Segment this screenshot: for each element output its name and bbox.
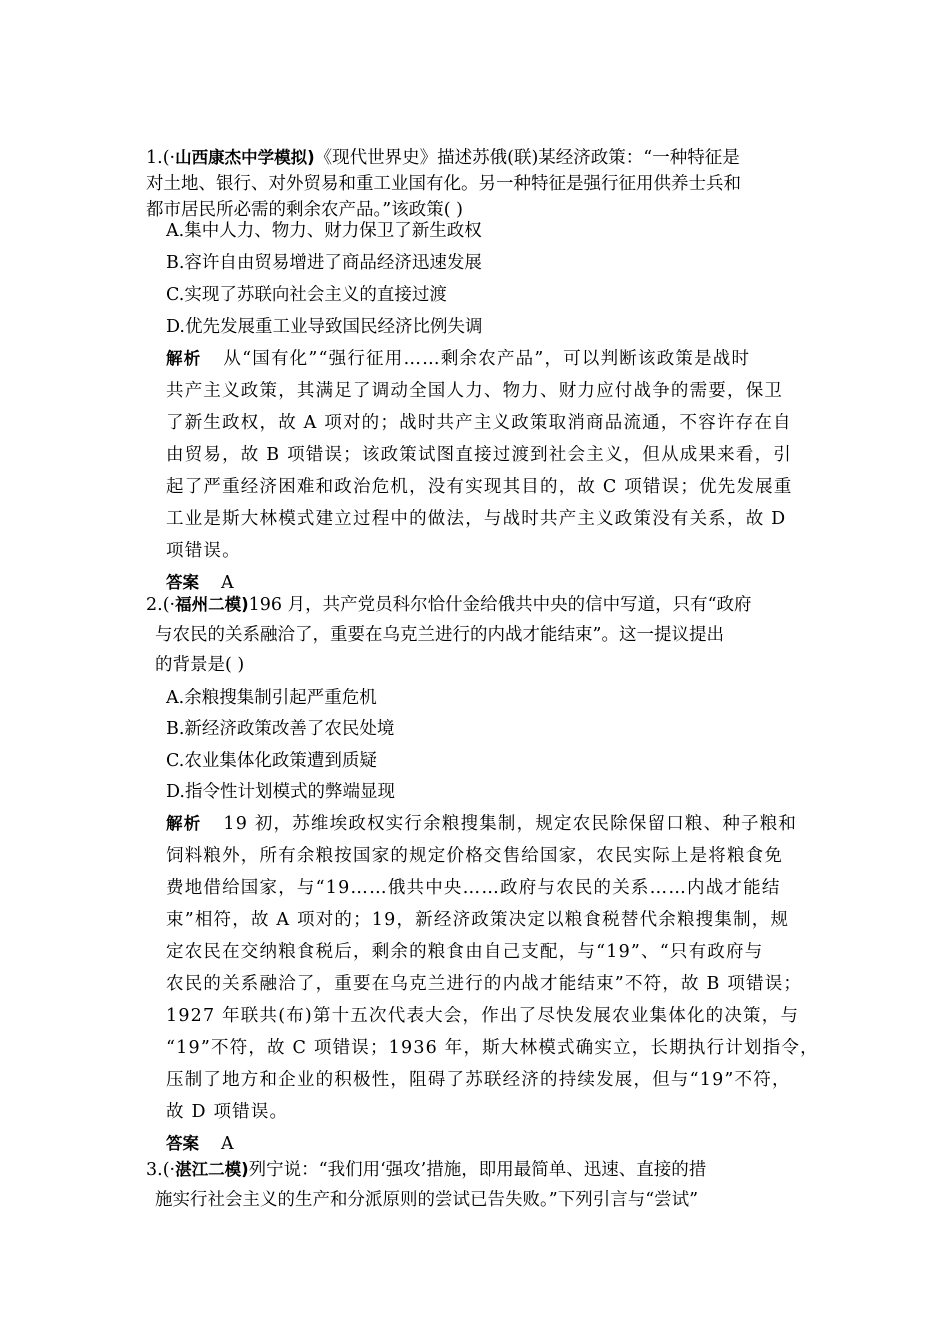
question-2-option-b: B.新经济政策改善了农民处境 — [166, 719, 395, 739]
question-2-analysis-line-1: 解析 19 初，苏维埃政权实行余粮搜集制，规定农民除保留口粮、种子粮和 — [166, 814, 798, 834]
question-1-analysis-line-6: 工业是斯大林模式建立过程中的做法，与战时共产主义政策没有关系，故 D — [166, 509, 787, 529]
question-source: 福州二模) — [175, 595, 249, 614]
question-2-option-d: D.指令性计划模式的弊端显现 — [166, 782, 395, 802]
question-1-option-d: D.优先发展重工业导致国民经济比例失调 — [166, 317, 483, 337]
question-2-analysis-line-8: “19”不符，故 C 项错误；1936 年，斯大林模式确实立，长期执行计划指令， — [166, 1038, 819, 1058]
answer-value: A — [221, 573, 234, 593]
analysis-label: 解析 — [166, 814, 202, 833]
answer-label: 答案 — [166, 1134, 199, 1153]
question-source: 山西康杰中学模拟) — [175, 148, 315, 167]
question-2-analysis-line-4: 束”相符，故 A 项对的；19，新经济政策决定以粮食税替代余粮搜集制，规 — [166, 910, 790, 930]
question-2-stem-line-3: 的背景是( ) — [155, 655, 245, 675]
question-2-stem-line-1: 2.(·福州二模)196 月，共产党员科尔恰什金给俄共中央的信中写道，只有“政府 — [146, 595, 752, 615]
question-2-analysis-line-9: 压制了地方和企业的积极性，阻碍了苏联经济的持续发展，但与“19”不符， — [166, 1070, 791, 1090]
question-1-option-c: C.实现了苏联向社会主义的直接过渡 — [166, 285, 447, 305]
question-1-analysis-line-1: 解析 从“国有化”“强行征用……剩余农产品”，可以判断该政策是战时 — [166, 349, 751, 369]
answer-value: A — [221, 1134, 234, 1154]
question-3-stem-line-1: 3.(·湛江二模)列宁说：“我们用‘强攻’措施，即用最简单、迅速、直接的措 — [146, 1160, 707, 1180]
question-2-option-c: C.农业集体化政策遭到质疑 — [166, 751, 377, 771]
question-1-analysis-line-4: 由贸易，故 B 项错误；该政策试图直接过渡到社会主义，但从成果来看，引 — [166, 445, 792, 465]
question-number: 3.(· — [146, 1160, 176, 1180]
question-1-analysis-line-2: 共产主义政策，其满足了调动全国人力、物力、财力应付战争的需要，保卫 — [166, 381, 784, 401]
question-1-stem-line-3: 都市居民所必需的剩余农产品。”该政策( ) — [146, 200, 463, 220]
question-1-stem-line-2: 对土地、银行、对外贸易和重工业国有化。另一种特征是强行征用供养士兵和 — [146, 174, 741, 194]
question-2-stem-line-2: 与农民的关系融洽了，重要在乌克兰进行的内战才能结束”。这一提议提出 — [155, 625, 724, 645]
question-2-analysis-line-5: 定农民在交纳粮食税后，剩余的粮食由自己支配，与“19”、“只有政府与 — [166, 942, 764, 962]
question-1-option-b: B.容许自由贸易增进了商品经济迅速发展 — [166, 253, 482, 273]
answer-label: 答案 — [166, 573, 199, 592]
question-1-analysis-line-3: 了新生政权，故 A 项对的；战时共产主义政策取消商品流通，不容许存在自 — [166, 413, 792, 433]
question-2-answer — [166, 1132, 234, 1156]
question-1-analysis-line-7: 项错误。 — [166, 541, 241, 561]
question-2-analysis-line-6: 农民的关系融洽了，重要在乌克兰进行的内战才能结束”不符，故 B 项错误； — [166, 974, 803, 994]
question-1-option-a: A.集中人力、物力、财力保卫了新生政权 — [166, 221, 482, 241]
question-2-analysis-line-7: 1927 年联共(布)第十五次代表大会，作出了尽快发展农业集体化的决策，与 — [166, 1006, 800, 1026]
question-1-analysis-line-5: 起了严重经济困难和政治危机，没有实现其目的，故 C 项错误；优先发展重 — [166, 477, 793, 497]
analysis-label: 解析 — [166, 349, 202, 368]
question-2-analysis-line-10: 故 D 项错误。 — [166, 1102, 289, 1122]
question-2-option-a: A.余粮搜集制引起严重危机 — [166, 688, 377, 708]
question-2-analysis-line-2: 饲料粮外，所有余粮按国家的规定价格交售给国家，农民实际上是将粮食免 — [166, 846, 784, 866]
question-1-answer — [166, 571, 234, 595]
question-number: 1.(· — [146, 148, 176, 168]
question-1-stem-line-1: 1.(·山西康杰中学模拟)《现代世界史》描述苏俄(联)某经济政策：“一种特征是 — [146, 148, 740, 168]
question-source: 湛江二模) — [175, 1160, 249, 1179]
question-number: 2.(· — [146, 595, 176, 615]
question-2-analysis-line-3: 费地借给国家，与“19……俄共中央……政府与农民的关系……内战才能结 — [166, 878, 781, 898]
question-3-stem-line-2: 施实行社会主义的生产和分派原则的尝试已告失败。”下列引言与“尝试” — [155, 1190, 699, 1210]
